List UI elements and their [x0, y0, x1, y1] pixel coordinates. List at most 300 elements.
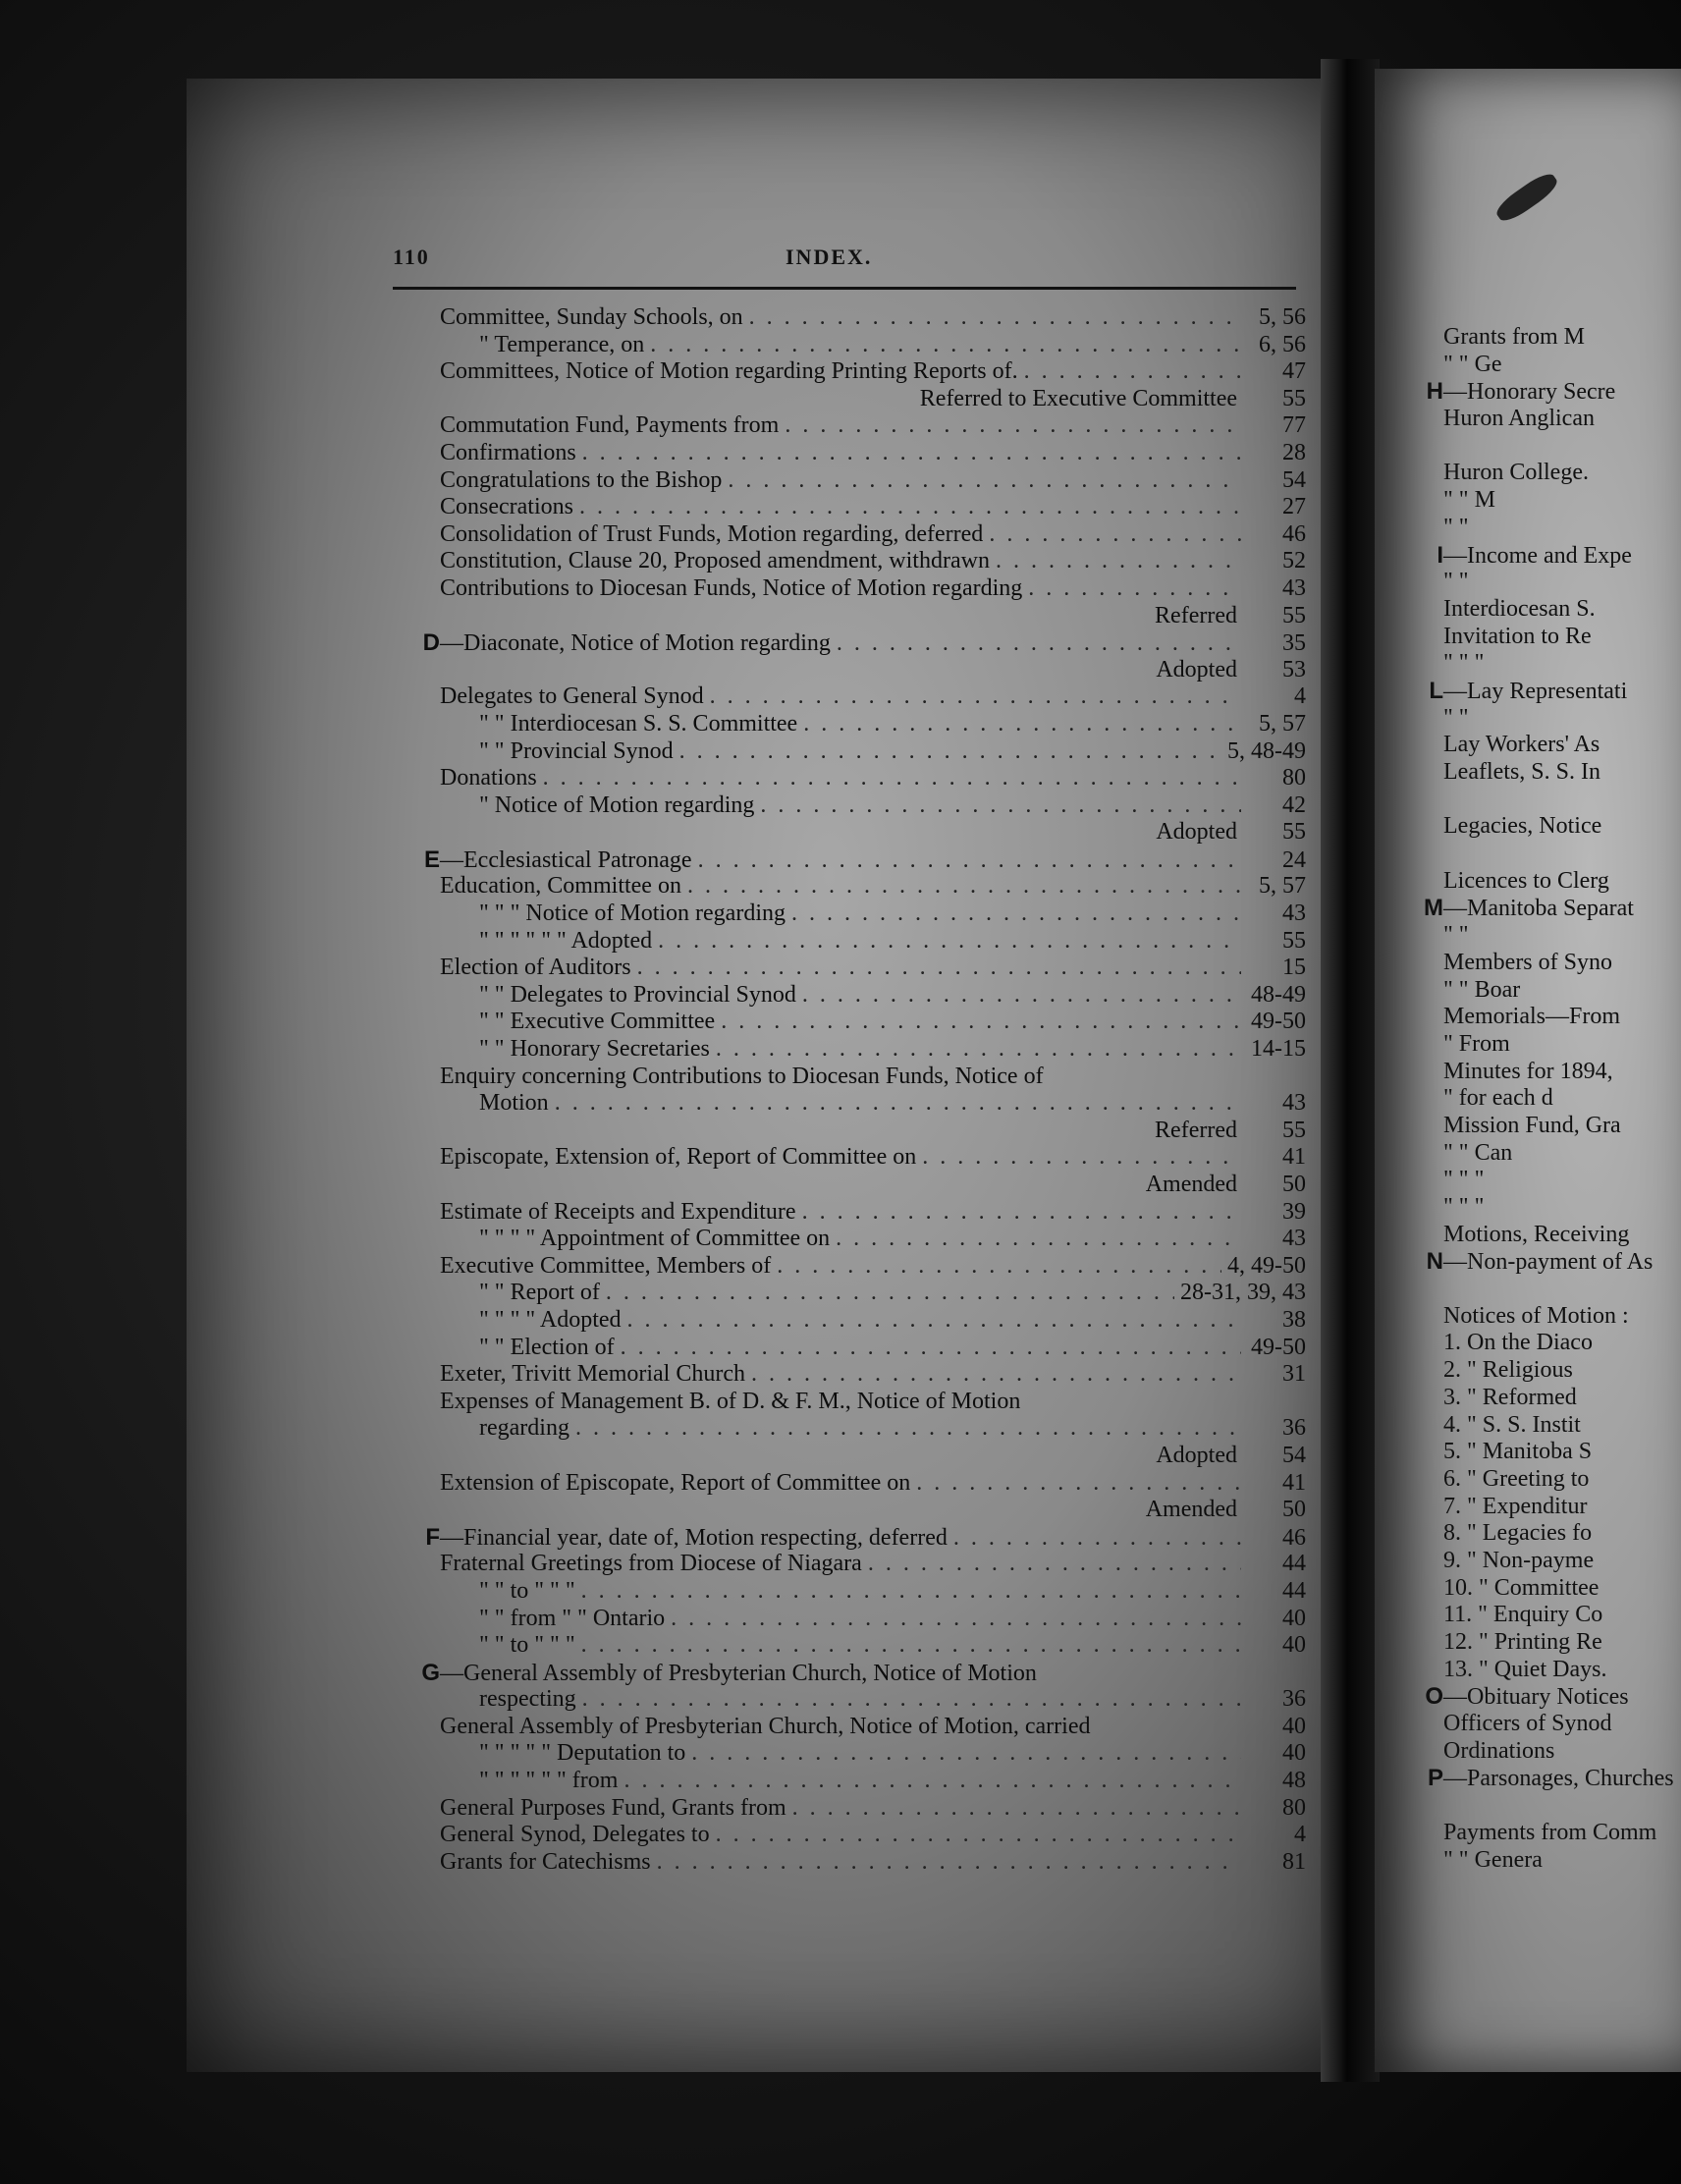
index-entry [383, 1768, 1306, 1795]
page-reference: 4 [1294, 1822, 1306, 1848]
index-entry [1384, 1657, 1681, 1684]
entry-text: General Assembly of Presbyterian Church, Notice of Motion, carried [440, 1713, 1091, 1739]
index-entry [1384, 1303, 1681, 1331]
section-letter: M [1424, 895, 1443, 922]
page-reference: 43 [1282, 574, 1306, 601]
page-reference: 36 [1282, 1415, 1306, 1442]
entry-text: " " Can [1443, 1139, 1513, 1166]
page-reference: 47 [1282, 358, 1306, 385]
section-letter: D [422, 629, 440, 657]
entry-text: " " Election of [479, 1334, 615, 1360]
entry-text: Licences to Clerg [1443, 867, 1609, 894]
entry-text: Committees, Notice of Motion regarding Printing Reports of. [440, 358, 1018, 385]
index-entry [383, 386, 1306, 413]
index-entry [383, 1226, 1306, 1253]
index-entry [383, 1714, 1306, 1741]
index-entry [383, 440, 1306, 467]
index-entry [383, 1524, 1306, 1552]
header-rule [393, 287, 1296, 290]
index-entry [1384, 1113, 1681, 1140]
index-entry [1384, 950, 1681, 977]
leader-dots [679, 738, 1221, 766]
index-entry [383, 738, 1306, 766]
leader-dots [721, 1009, 1241, 1036]
leader-dots [802, 982, 1241, 1010]
index-entry [1384, 1357, 1681, 1385]
index-entry [383, 1606, 1306, 1633]
leader-dots [579, 494, 1241, 521]
index-entry [383, 1740, 1306, 1768]
index-entry [383, 1280, 1306, 1307]
page-reference: 54 [1282, 1442, 1306, 1468]
index-entry [383, 846, 1306, 874]
leader-dots [687, 873, 1241, 901]
leader-dots [792, 1795, 1241, 1823]
leader-dots [627, 1307, 1241, 1335]
entry-text: Mission Fund, Gra [1443, 1112, 1621, 1138]
entry-text: Exeter, Trivitt Memorial Church [440, 1361, 746, 1388]
leader-dots [582, 1686, 1241, 1714]
leader-dots [716, 1036, 1241, 1064]
entry-text: Episcopate, Extension of, Report of Committee on [440, 1144, 917, 1171]
index-entry [1384, 787, 1681, 814]
index-entry [1384, 1385, 1681, 1412]
entry-text: Adopted [1156, 656, 1237, 682]
index-entry [1384, 569, 1681, 596]
leader-dots [606, 1280, 1174, 1307]
entry-text: " " Provincial Synod [479, 737, 674, 764]
leader-dots [785, 412, 1241, 440]
index-entry [383, 1172, 1306, 1199]
entry-text: " " Boar [1443, 976, 1521, 1003]
entry-text: " " Honorary Secretaries [479, 1036, 710, 1063]
index-entry [1384, 732, 1681, 759]
page-reference: 28 [1282, 439, 1306, 465]
entry-text: Amended [1145, 1497, 1237, 1523]
leader-dots [691, 1740, 1241, 1768]
page-reference: 43 [1282, 901, 1306, 927]
page-reference: 49-50 [1251, 1009, 1306, 1035]
entry-text: —Manitoba Separat [1443, 896, 1634, 922]
index-entry [383, 494, 1306, 521]
index-entry [1384, 705, 1681, 733]
entry-text: Payments from Comm [1443, 1819, 1657, 1845]
entry-text: Consecrations [440, 494, 573, 520]
entry-text: " " [1443, 704, 1469, 731]
entry-text: —Lay Representati [1443, 678, 1628, 704]
index-entry [1384, 433, 1681, 461]
leader-dots [916, 1470, 1241, 1498]
index-entry [383, 1822, 1306, 1849]
section-letter: P [1427, 1765, 1443, 1792]
entry-text: 4. " S. S. Instit [1443, 1411, 1581, 1438]
entry-text: 10. " Committee [1443, 1574, 1600, 1601]
index-entry [383, 873, 1306, 901]
index-entry [383, 1361, 1306, 1389]
index-entry [383, 1389, 1306, 1416]
index-entry [383, 1335, 1306, 1362]
leader-dots [581, 1578, 1241, 1606]
index-entry [1384, 1738, 1681, 1766]
index-entry [1384, 1222, 1681, 1249]
page-reference: 41 [1282, 1144, 1306, 1171]
entry-text: Memorials—From [1443, 1004, 1620, 1030]
leader-dots [803, 711, 1241, 738]
entry-text: Adopted [1156, 819, 1237, 846]
page-reference: 40 [1282, 1605, 1306, 1631]
entry-text: Ordinations [1443, 1737, 1555, 1764]
page-reference: 36 [1282, 1686, 1306, 1713]
page-reference: 43 [1282, 1090, 1306, 1117]
entry-text: Officers of Synod [1443, 1711, 1612, 1737]
index-entry [383, 1578, 1306, 1606]
section-letter: O [1425, 1683, 1443, 1711]
page-reference: 24 [1282, 846, 1306, 873]
page-reference: 77 [1282, 412, 1306, 439]
leader-dots [760, 792, 1241, 820]
entry-text: Legacies, Notice [1443, 813, 1602, 840]
page-reference: 53 [1282, 656, 1306, 682]
leader-dots [581, 1632, 1241, 1660]
index-entry [383, 765, 1306, 792]
leader-dots [802, 1199, 1241, 1227]
page-reference: 27 [1282, 494, 1306, 520]
entry-text: " " Report of [479, 1280, 600, 1306]
entry-text: Interdiocesan S. [1443, 595, 1596, 622]
entry-text: Huron College. [1443, 460, 1589, 486]
entry-text: —Ecclesiastical Patronage [440, 846, 692, 873]
entry-text: " " Executive Committee [479, 1009, 716, 1035]
index-entry [1384, 1167, 1681, 1194]
entry-text: Motions, Receiving [1443, 1221, 1630, 1247]
page-reference: 5, 57 [1259, 873, 1306, 900]
page-reference: 14-15 [1251, 1036, 1306, 1063]
index-entry [383, 1443, 1306, 1470]
page-reference: 48 [1282, 1768, 1306, 1794]
index-entry [1384, 841, 1681, 868]
leader-dots [624, 1768, 1241, 1795]
entry-text: —Diaconate, Notice of Motion regarding [440, 630, 831, 657]
entry-text: 9. " Non-payme [1443, 1547, 1595, 1573]
page-reference: 40 [1282, 1713, 1306, 1739]
index-entry [1384, 460, 1681, 487]
entry-text: " for each d [1443, 1085, 1553, 1112]
leader-dots [953, 1525, 1241, 1553]
index-entry [383, 1307, 1306, 1335]
entry-text: Referred to Executive Committee [919, 385, 1237, 411]
index-entry [1384, 542, 1681, 570]
leader-dots [996, 548, 1241, 575]
page-reference: 28-31, 39, 43 [1180, 1280, 1306, 1306]
entry-text: Commutation Fund, Payments from [440, 412, 780, 439]
index-entry [383, 603, 1306, 630]
index-right-column [1384, 324, 1681, 1874]
page-reference: 41 [1282, 1469, 1306, 1496]
entry-text: Contributions to Diocesan Funds, Notice of Motion regarding [440, 574, 1023, 601]
page-reference: 50 [1282, 1497, 1306, 1523]
page-reference: 5, 56 [1259, 304, 1306, 330]
entry-text: Extension of Episcopate, Report of Committee on [440, 1469, 911, 1496]
index-entry [1384, 1059, 1681, 1086]
page-reference: 55 [1282, 1117, 1306, 1143]
index-entry [383, 982, 1306, 1010]
entry-text: Motion [479, 1090, 549, 1117]
index-entry [383, 819, 1306, 846]
page-reference: 55 [1282, 385, 1306, 411]
section-letter: N [1426, 1248, 1443, 1276]
entry-text: " " [1443, 922, 1469, 949]
index-entry [1384, 1602, 1681, 1629]
entry-text: respecting [479, 1686, 576, 1713]
entry-text: " " Interdiocesan S. S. Committee [479, 710, 798, 737]
index-entry [383, 358, 1306, 386]
index-entry [1384, 1276, 1681, 1303]
leader-dots [698, 847, 1241, 875]
index-entry [1384, 1439, 1681, 1466]
entry-text: Huron Anglican [1443, 406, 1595, 432]
leader-dots [555, 1090, 1241, 1118]
leader-dots [868, 1551, 1241, 1578]
entry-text: " From [1443, 1030, 1510, 1057]
page-reference: 50 [1282, 1172, 1306, 1197]
entry-text: Constitution, Clause 20, Proposed amendment, withdrawn [440, 548, 990, 574]
index-entry [1384, 324, 1681, 352]
entry-text: 1. On the Diaco [1443, 1330, 1593, 1356]
entry-text: " Notice of Motion regarding [479, 792, 755, 818]
leader-dots [1024, 358, 1241, 386]
page-reference: 55 [1282, 819, 1306, 846]
index-left-column [383, 304, 1306, 1876]
entry-text: —General Assembly of Presbyterian Church, Notice of Motion [440, 1660, 1037, 1686]
page-reference: 46 [1282, 520, 1306, 547]
index-entry [383, 1199, 1306, 1227]
entry-text: 5. " Manitoba S [1443, 1439, 1593, 1465]
index-entry [1384, 1847, 1681, 1875]
entry-text: " " Genera [1443, 1846, 1543, 1873]
entry-text: —Parsonages, Churches [1443, 1766, 1674, 1792]
section-letter: I [1437, 541, 1443, 569]
page-reference: 35 [1282, 630, 1306, 657]
entry-text: General Purposes Fund, Grants from [440, 1794, 786, 1821]
index-entry [1384, 1548, 1681, 1575]
entry-text: Donations [440, 765, 537, 792]
leader-dots [777, 1253, 1221, 1281]
entry-text: " " " " " " Adopted [479, 927, 653, 954]
entry-text: " Temperance, on [479, 331, 645, 357]
index-entry [1384, 1140, 1681, 1168]
entry-text: Amended [1145, 1172, 1237, 1197]
page-reference: 54 [1282, 466, 1306, 493]
page-reference: 42 [1282, 792, 1306, 818]
entry-text: Congratulations to the Bishop [440, 466, 723, 493]
page-reference: 49-50 [1251, 1334, 1306, 1360]
index-entry [1384, 1820, 1681, 1847]
entry-text: Fraternal Greetings from Diocese of Niagara [440, 1551, 862, 1577]
entry-text: Referred [1155, 602, 1237, 628]
entry-text: " " " Notice of Motion regarding [479, 901, 786, 927]
index-entry [1384, 624, 1681, 651]
index-entry [1384, 596, 1681, 624]
index-entry [1384, 1683, 1681, 1711]
index-entry [383, 1632, 1306, 1660]
entry-text: General Synod, Delegates to [440, 1822, 710, 1848]
entry-text: " " [1443, 569, 1469, 595]
index-entry [1384, 1248, 1681, 1276]
section-letter: H [1426, 378, 1443, 406]
index-entry [1384, 1194, 1681, 1222]
leader-dots [836, 1226, 1241, 1253]
index-entry [383, 1118, 1306, 1145]
index-entry [1384, 1711, 1681, 1738]
entry-text: Lay Workers' As [1443, 732, 1600, 758]
index-entry [383, 792, 1306, 820]
entry-text: " " Ge [1443, 351, 1502, 377]
index-entry [383, 1497, 1306, 1524]
index-entry [383, 1036, 1306, 1064]
entry-text: —Obituary Notices [1443, 1684, 1629, 1711]
index-entry [383, 575, 1306, 603]
leader-dots [658, 928, 1241, 956]
leader-dots [837, 630, 1241, 658]
index-entry [383, 1795, 1306, 1823]
entry-text: " " from " " Ontario [479, 1605, 666, 1631]
entry-text: Executive Committee, Members of [440, 1252, 772, 1279]
index-entry [383, 711, 1306, 738]
entry-text: —Income and Expe [1443, 542, 1632, 569]
leader-dots [749, 304, 1241, 332]
index-entry [383, 1144, 1306, 1172]
page-reference: 15 [1282, 955, 1306, 981]
index-entry [1384, 378, 1681, 406]
entry-text: 11. " Enquiry Co [1443, 1602, 1603, 1628]
index-entry [383, 1849, 1306, 1877]
page-reference: 46 [1282, 1524, 1306, 1551]
entry-text: " " " " Adopted [479, 1306, 622, 1333]
index-entry [383, 901, 1306, 928]
entry-text: Grants for Catechisms [440, 1848, 651, 1875]
page-reference: 40 [1282, 1632, 1306, 1659]
index-entry [383, 1064, 1306, 1091]
entry-text: Invitation to Re [1443, 623, 1592, 649]
leader-dots [543, 765, 1241, 792]
index-entry [383, 1470, 1306, 1498]
leader-dots [657, 1849, 1241, 1877]
page-reference: 43 [1282, 1226, 1306, 1252]
index-entry [1384, 1494, 1681, 1521]
index-entry [383, 928, 1306, 956]
index-entry [383, 304, 1306, 332]
index-entry [383, 467, 1306, 495]
index-entry [1384, 1412, 1681, 1440]
index-entry [1384, 1466, 1681, 1494]
entry-text: Confirmations [440, 439, 576, 465]
index-entry [1384, 1629, 1681, 1657]
entry-text: regarding [479, 1415, 569, 1442]
entry-text: " " Delegates to Provincial Synod [479, 981, 796, 1008]
entry-text: 3. " Reformed [1443, 1384, 1577, 1410]
entry-text: " " " " " " from [479, 1768, 619, 1794]
leader-dots [1028, 575, 1241, 603]
index-entry [1384, 1330, 1681, 1357]
entry-text: " " [1443, 514, 1469, 540]
index-entry [1384, 352, 1681, 379]
section-letter: E [423, 846, 440, 873]
entry-text: Leaflets, S. S. In [1443, 759, 1600, 785]
entry-text: " " to " " " [479, 1632, 575, 1659]
index-entry [1384, 868, 1681, 896]
entry-text: " " M [1443, 487, 1495, 514]
page-reference: 80 [1282, 765, 1306, 792]
index-entry [383, 412, 1306, 440]
leader-dots [751, 1361, 1241, 1389]
page-reference: 5, 57 [1259, 710, 1306, 737]
entry-text: Expenses of Management B. of D. & F. M., Notice of Motion [440, 1388, 1021, 1414]
index-entry [1384, 487, 1681, 515]
entry-text: Notices of Motion : [1443, 1302, 1629, 1329]
index-entry [1384, 1004, 1681, 1031]
page-reference: 5, 48-49 [1227, 737, 1306, 764]
entry-text: Minutes for 1894, [1443, 1058, 1613, 1084]
entry-text: Estimate of Receipts and Expenditure [440, 1198, 796, 1225]
page-reference: 40 [1282, 1740, 1306, 1767]
index-entry [383, 1415, 1306, 1443]
running-header [393, 241, 1296, 280]
entry-text: " " " [1443, 1194, 1485, 1220]
index-entry [383, 1551, 1306, 1578]
page-reference: 52 [1282, 548, 1306, 574]
leader-dots [922, 1144, 1241, 1172]
entry-text: Education, Committee on [440, 873, 681, 900]
leader-dots [637, 955, 1241, 982]
index-entry [383, 955, 1306, 982]
section-letter: F [425, 1523, 440, 1551]
section-letter: G [421, 1659, 440, 1686]
entry-text: " " " [1443, 1167, 1485, 1193]
index-entry [383, 1686, 1306, 1714]
page-reference: 80 [1282, 1794, 1306, 1821]
index-entry [1384, 922, 1681, 950]
index-entry [1384, 650, 1681, 678]
entry-text: 6. " Greeting to [1443, 1465, 1590, 1492]
index-entry [1384, 406, 1681, 433]
entry-text: 13. " Quiet Days. [1443, 1656, 1607, 1682]
leader-dots [621, 1335, 1241, 1362]
entry-text: —Non-payment of As [1443, 1249, 1654, 1276]
index-entry [1384, 977, 1681, 1005]
index-entry [1384, 1520, 1681, 1548]
entry-text: " " to " " " [479, 1577, 575, 1604]
leader-dots [575, 1415, 1241, 1443]
page-reference: 6, 56 [1259, 331, 1306, 357]
index-entry [1384, 1765, 1681, 1792]
entry-text: Committee, Sunday Schools, on [440, 304, 743, 330]
page-number: 110 [393, 245, 430, 269]
index-entry [383, 548, 1306, 575]
page-reference: 4, 49-50 [1227, 1252, 1306, 1279]
index-entry [383, 332, 1306, 359]
index-entry [383, 683, 1306, 711]
page-reference: 38 [1282, 1306, 1306, 1333]
leader-dots [728, 467, 1241, 495]
section-letter: L [1429, 677, 1443, 704]
leader-dots [989, 521, 1241, 549]
index-entry [383, 657, 1306, 684]
index-entry [1384, 1031, 1681, 1059]
leader-dots [716, 1822, 1241, 1849]
entry-text: —Honorary Secre [1443, 379, 1616, 406]
entry-text: —Financial year, date of, Motion respecting, deferred [440, 1524, 948, 1551]
index-entry [383, 1009, 1306, 1036]
